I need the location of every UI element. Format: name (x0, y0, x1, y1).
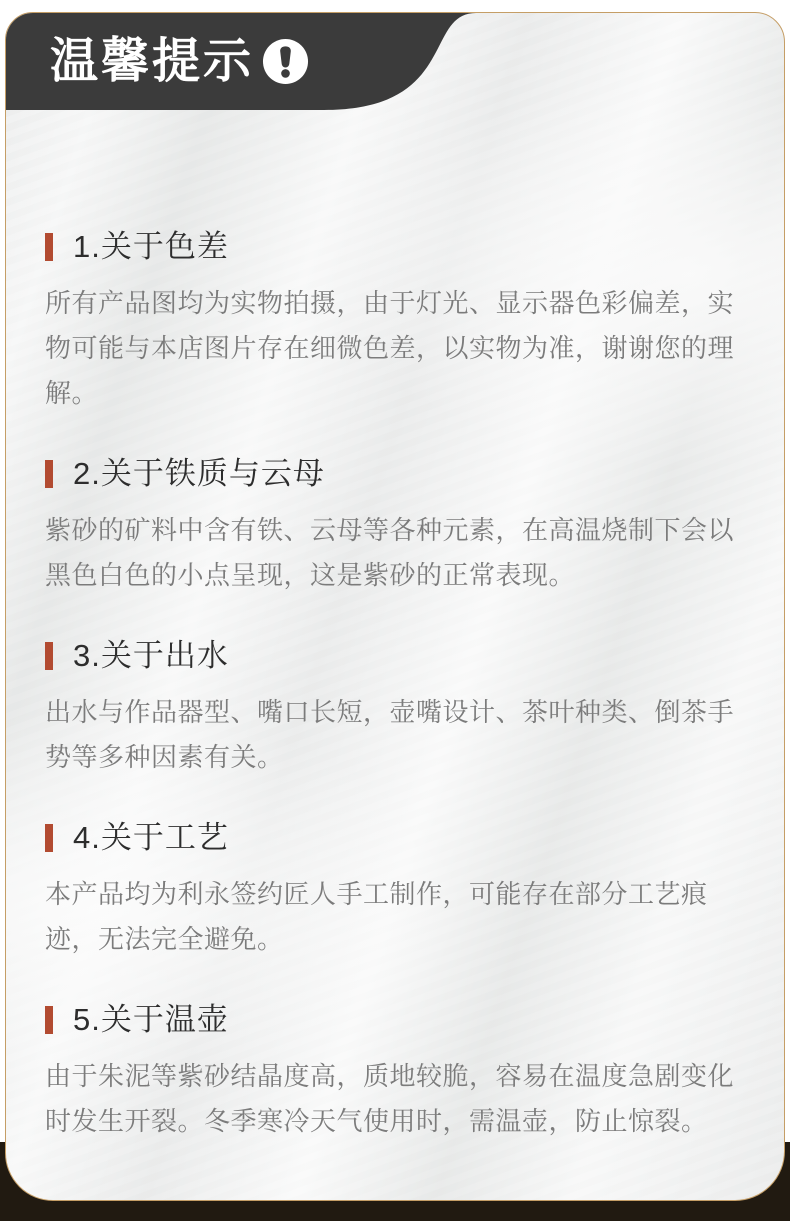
page-title: 温馨提示 (50, 34, 255, 88)
section-title-row (45, 815, 754, 860)
section-body: 由于朱泥等紫砂结晶度高，质地较脆，容易在温度急剧变化时发生开裂。冬季寒冷天气使用时，需温壶，防止惊裂。 (45, 1061, 735, 1136)
tip-section-iron-mica (45, 451, 754, 598)
tip-section-craftsmanship (45, 815, 754, 962)
tip-section-color-difference (45, 224, 754, 416)
section-body: 所有产品图均为实物拍摄，由于灯光、显示器色彩偏差，实物可能与本店图片存在细微色差，以实物为准，谢谢您的理解。 (45, 288, 735, 408)
section-body: 本产品均为利永签约匠人手工制作，可能存在部分工艺痕迹，无法完全避免。 (45, 879, 708, 954)
tip-section-water-flow (45, 633, 754, 780)
section-title: 4.关于工艺 (73, 820, 229, 855)
section-title-row (45, 224, 754, 269)
section-title: 5.关于温壶 (73, 1002, 229, 1037)
section-body: 出水与作品器型、嘴口长短，壶嘴设计、茶叶种类、倒茶手势等多种因素有关。 (45, 697, 735, 772)
section-title: 3.关于出水 (73, 638, 229, 673)
tip-section-warming-pot (45, 997, 754, 1144)
section-title-row (45, 451, 754, 496)
tips-card (5, 12, 785, 1201)
section-title: 2.关于铁质与云母 (73, 456, 325, 491)
section-title: 1.关于色差 (73, 229, 229, 264)
section-marker-bar (45, 1006, 53, 1034)
section-title-row (45, 633, 754, 678)
section-title-row (45, 997, 754, 1042)
section-marker-bar (45, 233, 53, 261)
section-marker-bar (45, 824, 53, 852)
section-marker-bar (45, 642, 53, 670)
tips-list (6, 13, 784, 1144)
section-marker-bar (45, 460, 53, 488)
section-body: 紫砂的矿料中含有铁、云母等各种元素，在高温烧制下会以黑色白色的小点呈现，这是紫砂的正常表现。 (45, 515, 735, 590)
